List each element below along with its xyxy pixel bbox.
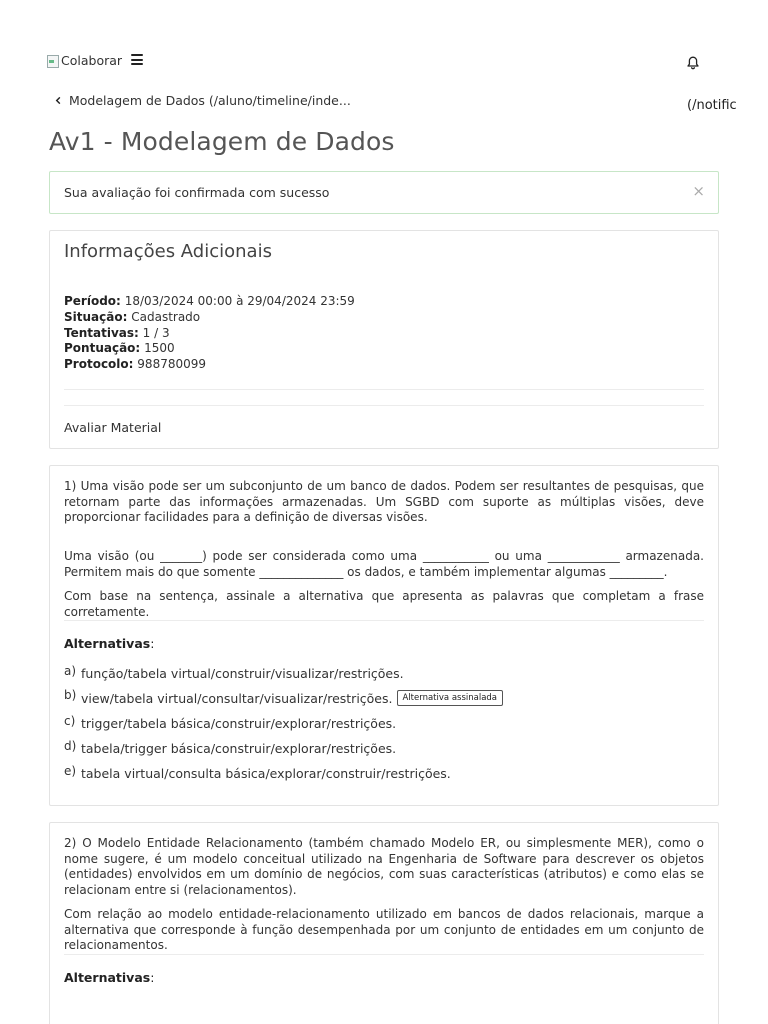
selected-badge: Alternativa assinalada bbox=[397, 690, 504, 706]
alternative-e[interactable]: e) tabela virtual/consulta básica/explorar/construir/restrições. bbox=[64, 763, 451, 781]
question-1-instruction: Com base na sentença, assinale a alternativa que apresenta as palavras que completam a frase corretamente. bbox=[64, 589, 704, 619]
alternative-a[interactable]: a) função/tabela virtual/construir/visualizar/restrições. bbox=[64, 663, 404, 681]
chevron-left-icon bbox=[54, 96, 63, 105]
alert-message: Sua avaliação foi confirmada com sucesso bbox=[64, 185, 330, 200]
breadcrumb-link[interactable]: Modelagem de Dados (/aluno/timeline/inde... bbox=[69, 93, 351, 108]
notifications-link[interactable]: (/notific bbox=[687, 98, 737, 113]
logo[interactable] bbox=[46, 53, 122, 68]
divider bbox=[64, 405, 704, 406]
question-card-1 bbox=[49, 465, 719, 806]
info-row-protocolo: Protocolo: 988780099 bbox=[64, 357, 207, 372]
info-card bbox=[49, 230, 719, 449]
success-alert bbox=[49, 171, 719, 214]
divider bbox=[64, 389, 704, 390]
question-1-statement: 1) Uma visão pode ser um subconjunto de um banco de dados. Podem ser resultantes de pesquisas, que retornam parte das informações armazenadas. Um SGBD com suporte as múltiplas visões, deve proporcionar facilidades para a definição de diversas visões. bbox=[64, 479, 704, 525]
breadcrumb[interactable] bbox=[54, 93, 351, 108]
question-2-statement: 2) O Modelo Entidade Relacionamento (também chamado Modelo ER, ou simplesmente MER), como o nome sugere, é um modelo conceitual utilizado na Engenharia de Software para descrever os objetos (entidades) envolvidos em um domínio de negócios, com suas características (atributos) e como elas se relacionam entre si (relacionamentos). bbox=[64, 836, 704, 897]
alternatives-heading: Alternativas: bbox=[64, 636, 155, 651]
logo-alt-text: Colaborar bbox=[61, 53, 123, 68]
alternative-d[interactable]: d) tabela/trigger básica/construir/explorar/restrições. bbox=[64, 738, 397, 756]
question-1-sentence: Uma visão (ou _______) pode ser considerada como uma ___________ ou uma ____________ armazenada. Permitem mais do que somente ______________ os dados, e também implementar algumas _________. bbox=[64, 549, 704, 579]
page-title: Av1 - Modelagem de Dados bbox=[49, 127, 395, 156]
info-row-periodo: Período: 18/03/2024 00:00 à 29/04/2024 23:59 bbox=[64, 294, 355, 308]
info-list bbox=[64, 294, 355, 373]
info-row-pontuacao: Pontuação: 1500 bbox=[64, 341, 175, 356]
hamburger-icon[interactable] bbox=[131, 54, 143, 65]
alternatives-heading: Alternativas: bbox=[64, 970, 155, 985]
top-bar bbox=[0, 0, 768, 80]
alternative-b[interactable]: b) view/tabela virtual/consultar/visualizar/restrições. Alternativa assinalada bbox=[64, 690, 503, 706]
close-icon[interactable]: × bbox=[692, 182, 705, 200]
divider bbox=[64, 954, 704, 955]
avaliar-material-link[interactable]: Avaliar Material bbox=[64, 420, 162, 435]
question-card-2 bbox=[49, 822, 719, 1024]
broken-image-icon bbox=[46, 54, 60, 68]
info-row-tentativas: Tentativas: 1 / 3 bbox=[64, 325, 170, 340]
alternative-c[interactable]: c) trigger/tabela básica/construir/explorar/restrições. bbox=[64, 713, 397, 731]
info-row-situacao: Situação: Cadastrado bbox=[64, 309, 201, 324]
bell-icon[interactable] bbox=[685, 55, 701, 71]
info-title: Informações Adicionais bbox=[64, 241, 272, 262]
divider bbox=[64, 620, 704, 621]
question-2-instruction: Com relação ao modelo entidade-relacionamento utilizado em bancos de dados relacionais, marque a alternativa que corresponde à função desempenhada por um conjunto de entidades em um conjunto de relacionamentos. bbox=[64, 907, 704, 953]
